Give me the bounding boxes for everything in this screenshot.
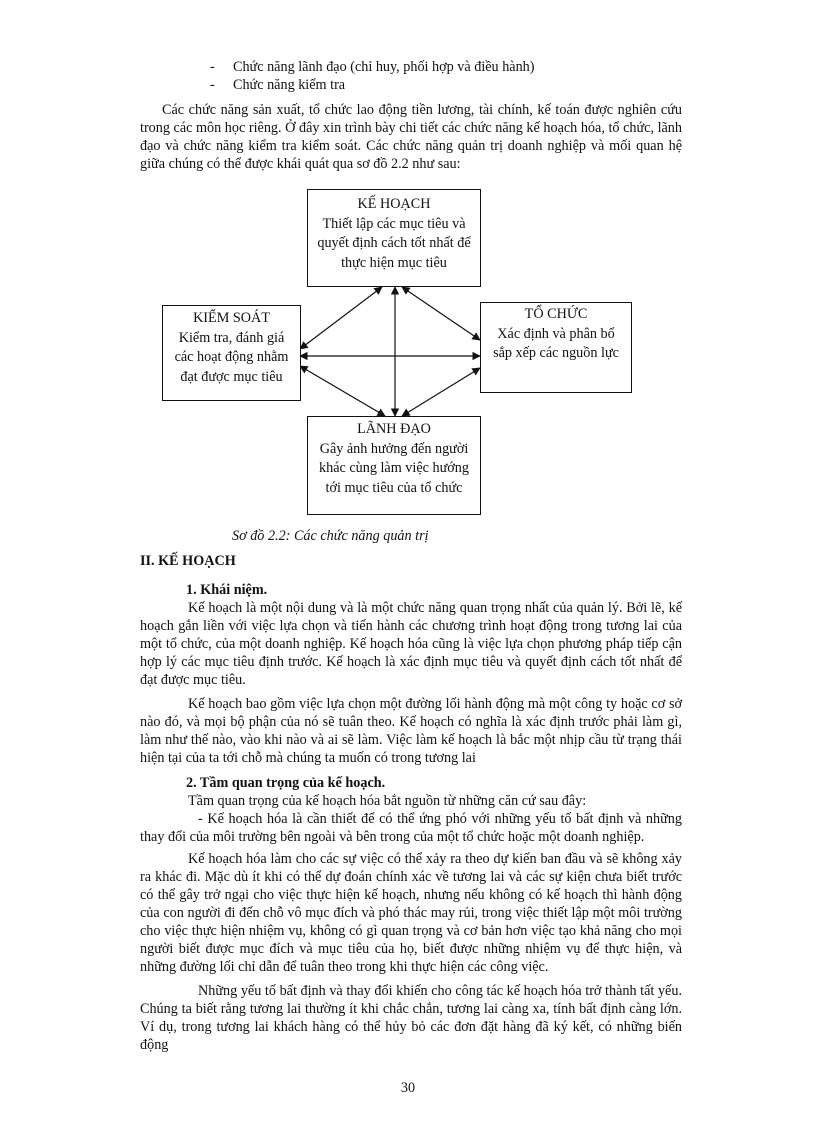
box-title: KẾ HOẠCH <box>357 196 431 212</box>
page-number: 30 <box>400 1080 416 1096</box>
paragraph: Tầm quan trọng của kế hoạch hóa bắt nguồn từ những căn cứ sau đây: <box>188 793 587 809</box>
bullet-text: Chức năng lãnh đạo (chỉ huy, phối hợp và điều hành) <box>233 59 535 75</box>
box-line: Kiểm tra, đánh giá <box>178 329 285 346</box>
box-line: đạt được mục tiêu <box>180 368 283 385</box>
box-line: quyết định cách tốt nhất để <box>317 235 471 251</box>
box-line: khác cùng làm việc hướng <box>319 460 469 476</box>
box-title: TỔ CHỨC <box>524 306 588 322</box>
intro-paragraph: Các chức năng sản xuất, tổ chức lao động tiền lương, tài chính, kế toán được nghiên cứu trong các môn học riêng. Ở đây xin trình bày chi tiết các chức năng kế hoạch hóa, tổ chức, lãnh đạo và chức năng kiểm tra kiểm soát. Các chức năng quản trị doanh nghiệp và mối quan hệ giữa chúng có thể được khái quát qua sơ đồ 2.2 như sau: <box>140 102 682 172</box>
box-lanh-dao <box>307 416 481 515</box>
paragraph: - Kế hoạch hóa là cần thiết để có thể ứng phó với những yếu tố bất định và những thay đổi của môi trường bên ngoài và bên trong của một tổ chức hoặc một doanh nghiệp. <box>140 811 682 845</box>
box-title: KIỂM SOÁT <box>193 310 270 326</box>
box-kiem-soat <box>162 305 301 401</box>
box-title: LÃNH ĐẠO <box>357 421 431 437</box>
box-to-chuc <box>480 302 632 393</box>
diagram-caption: Sơ đồ 2.2: Các chức năng quản trị <box>232 528 429 544</box>
arrow-right-bottom <box>402 368 480 416</box>
arrow-top-right <box>402 287 480 340</box>
box-line: các hoạt động nhằm <box>174 349 289 365</box>
box-ke-hoach <box>307 189 481 287</box>
box-line: tới mục tiêu của tổ chức <box>325 479 463 496</box>
paragraph: Kế hoạch hóa làm cho các sự việc có thể xảy ra theo dự kiến ban đầu và sẽ không xảy ra khác đi. Mặc dù ít khi có thể dự đoán chính xác về tương lai và các sự kiện chưa biết trước có thể gây trở ngại cho việc thực hiện kế hoạch, nhưng nếu không có kế hoạch thì hành động của con người đi đến chỗ vô mục đích và phó thác may rủi, trong việc thiết lập một môi trường cho việc thực hiện nhiệm vụ, không có gì quan trọng và cơ bản hơn việc tạo khả năng cho mọi người biết được mục đích và mục tiêu của họ, biết được những nhiệm vụ để thực hiện, và những đường lối chỉ dẫn để tuân theo trong khi thực hiện các công việc. <box>140 851 682 975</box>
box-line: Xác định và phân bổ <box>497 325 615 342</box>
subsection-heading: 2. Tầm quan trọng của kế hoạch. <box>186 775 386 791</box>
box-line: Gây ảnh hưởng đến người <box>319 440 469 457</box>
box-line: thực hiện mục tiêu <box>341 254 447 271</box>
paragraph: Kế hoạch bao gồm việc lựa chọn một đường lối hành động mà một công ty hoặc cơ sở nào đó, và mọi bộ phận của nó sẽ tuân theo. Kế hoạch có nghĩa là xác định trước phải làm gì, làm như thế nào, vào khi nào và ai sẽ làm. Việc làm kế hoạch là bắc một nhịp cầu từ trạng thái hiện tại của ta tới chỗ mà chúng ta muốn có trong tương lai <box>140 696 682 766</box>
bullet-marker: - <box>210 77 215 93</box>
arrow-left-bottom <box>300 366 385 416</box>
paragraph: Kế hoạch là một nội dung và là một chức năng quan trọng nhất của quản lý. Bởi lẽ, kế hoạch gắn liền với việc lựa chọn và tiến hành các chương trình hoạt động trong tương lai của một tổ chức, của một doanh nghiệp. Kế hoạch hóa cũng là việc lựa chọn phương pháp tiếp cận hợp lý các mục tiêu định trước. Kế hoạch là xác định mục tiêu và quyết định cách tốt nhất để đạt được mục tiêu. <box>140 600 682 688</box>
subsection-heading: 1. Khái niệm. <box>186 582 268 598</box>
bullet-marker: - <box>210 59 215 75</box>
paragraph: Những yếu tố bất định và thay đổi khiến cho công tác kế hoạch hóa trở thành tất yếu. Chúng ta biết rằng tương lai thường ít khi chắc chắn, tương lai càng xa, tính bất định càng lớn. Ví dụ, trong tương lai khách hàng có thể hủy bỏ các đơn đặt hàng đã ký kết, có những biến động <box>140 983 682 1053</box>
bullet-text: Chức năng kiểm tra <box>233 77 346 93</box>
section-heading: II. KẾ HOẠCH <box>140 553 236 569</box>
arrow-top-left <box>300 287 382 349</box>
box-line: Thiết lập các mục tiêu và <box>322 215 466 232</box>
box-line: sắp xếp các nguồn lực <box>493 345 619 361</box>
